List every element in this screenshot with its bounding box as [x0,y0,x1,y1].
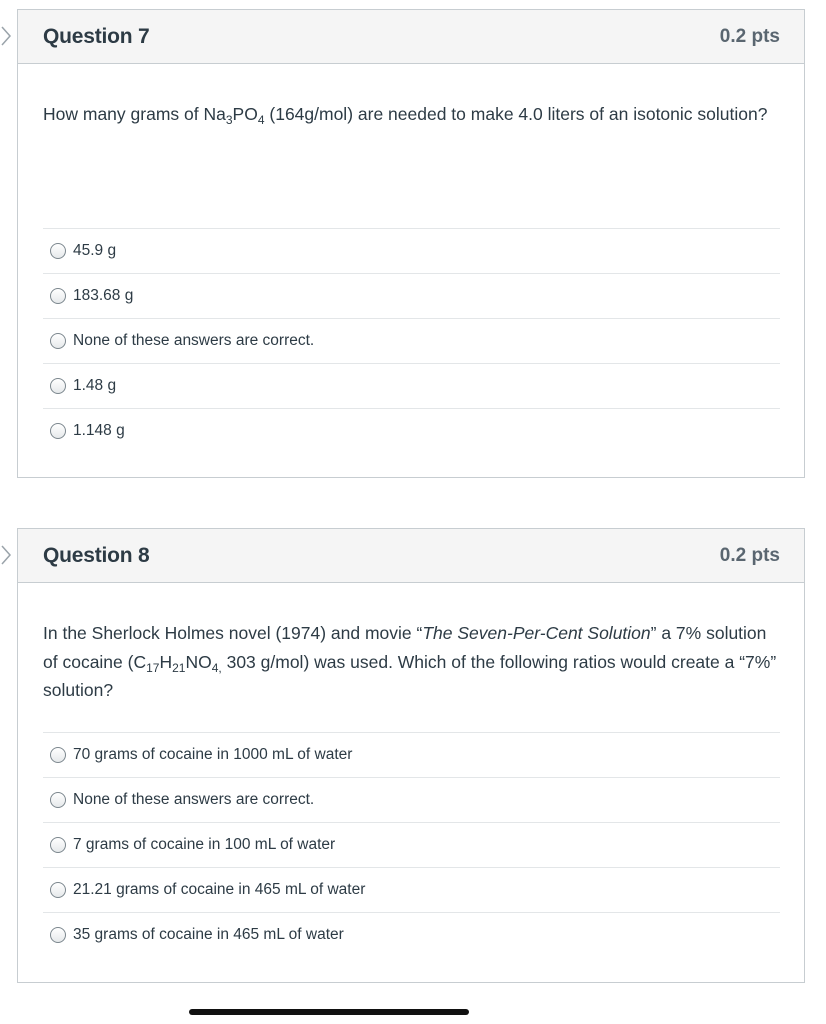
answer-option[interactable] [43,318,780,363]
radio-button[interactable] [50,333,66,349]
question-text: How many grams of $Na_3PO_4$ (164g/mol) are needed to make 4.0 liters of an isotonic solution? [43,104,768,127]
answer-label: 1.148 g [73,422,125,439]
answer-list [43,732,780,957]
radio-button[interactable] [50,792,66,808]
radio-button[interactable] [50,423,66,439]
answer-list [43,228,780,453]
question-title: Question 8 [43,543,150,567]
home-indicator-bar[interactable] [189,1009,469,1015]
answer-option[interactable] [43,408,780,453]
answer-label: 183.68 g [73,287,134,304]
answer-label: 70 grams of cocaine in 1000 mL of water [73,746,353,763]
question-7-header [18,10,804,64]
answer-label: None of these answers are correct. [73,791,315,808]
radio-button[interactable] [50,747,66,763]
radio-button[interactable] [50,243,66,259]
radio-button[interactable] [50,927,66,943]
answer-option[interactable] [43,822,780,867]
answer-label: 45.9 g [73,242,117,259]
answer-label: None of these answers are correct. [73,332,315,349]
answer-label: 35 grams of cocaine in 465 mL of water [73,926,344,943]
radio-button[interactable] [50,288,66,304]
answer-label: 21.21 grams of cocaine in 465 mL of water [73,881,366,898]
question-8-card [17,528,805,983]
answer-option[interactable] [43,228,780,273]
question-8-chevron-right-icon[interactable] [0,544,12,566]
answer-option[interactable] [43,777,780,822]
answer-option[interactable] [43,912,780,957]
answer-option[interactable] [43,273,780,318]
question-text: In the Sherlock Holmes novel (1974) and movie “The Seven-Per-Cent Solution” a 7% solution of cocaine ($C_{17}H_{21}NO_{4,}$ 303 g/mol) was used. Which of the following ratios would create a “7%” solution? [43,623,777,700]
radio-button[interactable] [50,378,66,394]
question-7-card [17,9,805,478]
answer-option[interactable] [43,732,780,777]
radio-button[interactable] [50,837,66,853]
answer-option[interactable] [43,867,780,912]
question-7-chevron-right-icon[interactable] [0,25,12,47]
answer-option[interactable] [43,363,780,408]
question-points: 0.2 pts [719,544,780,566]
answer-label: 7 grams of cocaine in 100 mL of water [73,836,336,853]
answer-label: 1.48 g [73,377,117,394]
question-title: Question 7 [43,24,150,48]
radio-button[interactable] [50,882,66,898]
question-points: 0.2 pts [719,25,780,47]
question-8-header [18,529,804,583]
